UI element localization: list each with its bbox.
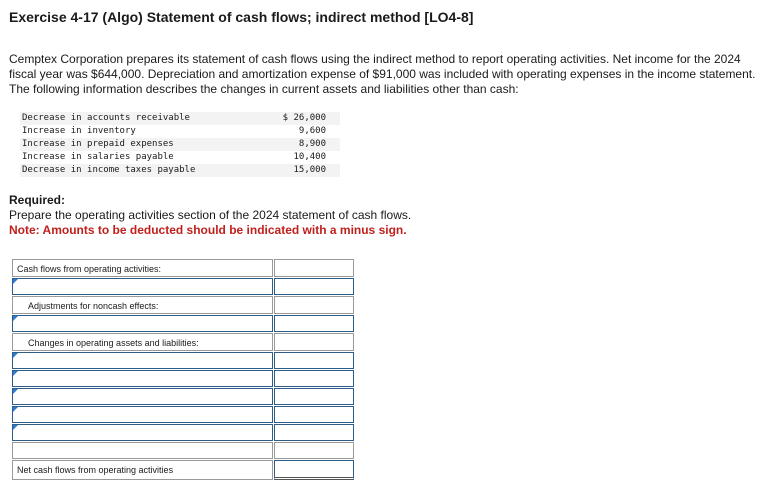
account-input[interactable] [12,424,273,441]
net-cash-label-cell [12,460,273,480]
change-amount: $ 26,000 [260,112,340,125]
change-amount: 15,000 [260,164,340,177]
noncash-header-row [12,296,354,314]
net-cash-amount-input[interactable] [274,460,354,480]
spacer-amount-cell [274,442,354,459]
problem-description: Cemptex Corporation prepares its statement of cash flows using the indirect method to report operating activities. Net income for the 2024 fiscal year was $644,000. Depreciation and amortization expense of $91,000 was included with operating expenses in the income statement. The following information describes the changes in current assets and liabilities other than cash: [9,52,756,96]
table-row [20,164,340,177]
spacer-label-cell [12,442,273,459]
change-amount: 8,900 [260,138,340,151]
change-amount: 10,400 [293,152,326,162]
worksheet-input-row [12,388,354,405]
noncash-label-cell [12,296,273,314]
noncash-amount-cell [274,296,354,314]
amount-input[interactable] [274,388,354,405]
change-label: Increase in prepaid expenses [20,138,260,151]
account-input[interactable] [12,370,273,387]
amount-input[interactable] [274,278,354,295]
change-label: Decrease in accounts receivable [20,112,260,125]
account-input[interactable] [12,388,273,405]
amount-input[interactable] [274,370,354,387]
account-input[interactable] [12,352,273,369]
worksheet-input-row [12,424,354,441]
noncash-label: Adjustments for noncash effects: [28,301,159,311]
worksheet-input-row [12,406,354,423]
account-input[interactable] [12,315,273,332]
amount-input[interactable] [274,424,354,441]
table-row [20,138,340,151]
required-heading: Required: [9,193,66,207]
amount-input[interactable] [274,406,354,423]
worksheet-input-row [12,370,354,387]
change-label: Decrease in income taxes payable [20,164,260,177]
table-row [20,125,340,138]
changes-amount-cell [274,333,354,351]
net-cash-row [12,460,354,480]
worksheet-input-row [12,352,354,369]
amount-input[interactable] [274,315,354,332]
worksheet-input-row [12,315,354,332]
changes-header-row [12,333,354,351]
account-input[interactable] [12,278,273,295]
change-label: Increase in salaries payable [22,152,174,162]
header-amount-cell [274,259,354,277]
required-text: Prepare the operating activities section of the 2024 statement of cash flows. [9,208,412,222]
operating-activities-worksheet [12,259,354,481]
worksheet-header-row [12,259,354,277]
change-label: Increase in inventory [22,126,136,136]
table-row [20,112,340,125]
change-amount: 9,600 [298,126,326,136]
worksheet-input-row [12,278,354,295]
cash-flows-label-cell [12,259,273,277]
table-row [20,151,340,164]
worksheet-spacer-row [12,442,354,459]
amount-input[interactable] [274,352,354,369]
net-cash-label: Net cash flows from operating activities [17,465,174,475]
changes-table [20,112,340,177]
account-input[interactable] [12,406,273,423]
cash-flows-label: Cash flows from operating activities: [17,264,162,274]
changes-label-cell [12,333,273,351]
changes-label: Changes in operating assets and liabilities: [28,338,199,348]
exercise-title: Exercise 4-17 (Algo) Statement of cash flows; indirect method [LO4-8] [9,9,474,25]
required-note: Note: Amounts to be deducted should be indicated with a minus sign. [9,223,407,237]
